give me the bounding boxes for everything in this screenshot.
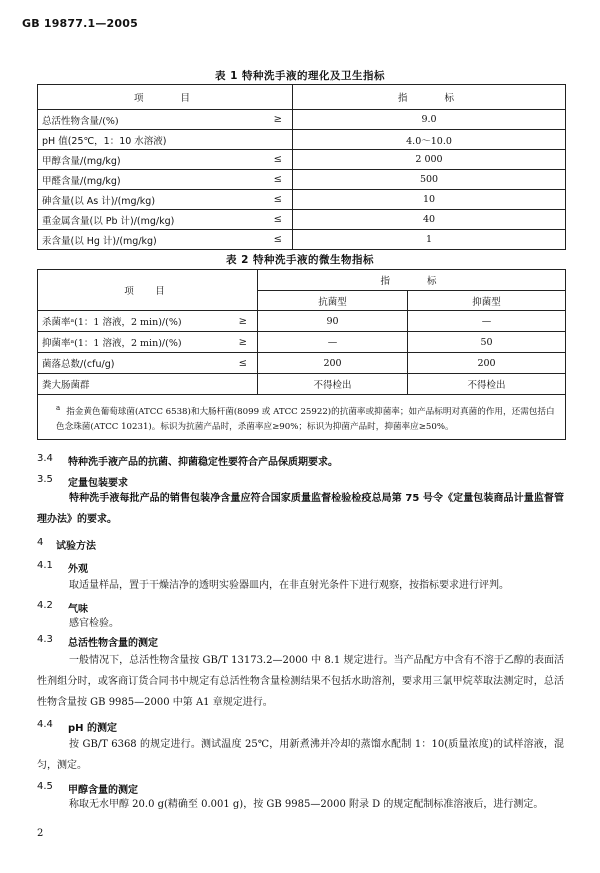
section-3-5-title: 定量包装要求: [68, 478, 128, 489]
row-item: 甲醇含量/(mg/kg): [38, 150, 248, 170]
table-row: [38, 230, 566, 250]
row-value: 40: [293, 210, 566, 230]
section-4-1-text: 取适量样品，置于干燥洁净的透明实验器皿内，在非直射光条件下进行观察，按指标要求进行评判。: [69, 580, 509, 591]
row-item: 砷含量(以 As 计)/(mg/kg): [38, 190, 248, 210]
table-row: [38, 110, 566, 130]
row-inhibit-value: 50: [408, 332, 566, 353]
section-4-4-text: 按 GB/T 6368 的规定进行。测试温度 25℃，用新煮沸并冷却的蒸馏水配制 1：10(质量浓度)的试样溶液，混匀，测定。: [37, 739, 564, 771]
table1: [37, 84, 566, 250]
row-anti-value: 200: [258, 353, 408, 374]
table-row: [38, 190, 566, 210]
table2-footnote: [38, 395, 566, 440]
section-4-2-number: 4.2: [37, 600, 53, 611]
table-row: [38, 374, 566, 395]
table-row: [38, 332, 566, 353]
section-4-5-title: 甲醇含量的测定: [68, 785, 138, 796]
row-value: 1: [293, 230, 566, 250]
section-4-1-number: 4.1: [37, 560, 53, 571]
row-inhibit-value: —: [408, 311, 566, 332]
table1-header-row: [38, 85, 566, 110]
section-4-4-number: 4.4: [37, 719, 53, 730]
row-value: 10: [293, 190, 566, 210]
section-4-5-number: 4.5: [37, 781, 53, 792]
row-value: 500: [293, 170, 566, 190]
row-comparator: ≥: [213, 332, 258, 353]
table2-header-inhibit: 抑菌型: [408, 291, 566, 311]
table2-header-row: [38, 270, 566, 291]
section-4-5-text: 称取无水甲醇 20.0 g(精确至 0.001 g)，按 GB 9985—2000 附录 D 的规定配制标准溶液后，进行测定。: [69, 799, 544, 810]
footnote-mark: a: [56, 404, 61, 412]
table2-header-item: 项 目: [38, 270, 258, 311]
row-item: 杀菌率ᵃ(1：1 溶液，2 min)/(%): [38, 311, 213, 332]
row-value: 2 000: [293, 150, 566, 170]
section-4-3-text: 一般情况下，总活性物含量按 GB/T 13173.2—2000 中 8.1 规定进行。当产品配方中含有不溶于乙醇的表面活性剂组分时，或客商订货合同书中规定有总活性物含量检测结果不包括水助溶剂，要求用三氯甲烷萃取法测定时，总活性物含量按 GB 9985—2000 中第 A1 章规定进行。: [37, 655, 564, 708]
section-3-4-text: 特种洗手液产品的抗菌、抑菌稳定性要符合产品保质期要求。: [68, 457, 338, 468]
row-comparator: ≤: [248, 170, 293, 190]
table-row: [38, 150, 566, 170]
section-4-3-number: 4.3: [37, 634, 53, 645]
row-item: 粪大肠菌群: [38, 374, 213, 395]
footnote-text: 指金黄色葡萄球菌(ATCC 6538)和大肠杆菌(8099 或 ATCC 25922)的抗菌率或抑菌率；如产品标明对真菌的作用，还需包括白色念珠菌(ATCC 10231)。标识为抗菌产品时，杀菌率应≥90%；标识为抑菌产品时，抑菌率应≥50%。: [56, 406, 555, 432]
section-4-4-title: pH 的测定: [68, 723, 118, 734]
row-item: 汞含量(以 Hg 计)/(mg/kg): [38, 230, 248, 250]
section-4-number: 4: [37, 537, 44, 548]
table2-header-index: 指 标: [258, 270, 566, 291]
row-anti-value: —: [258, 332, 408, 353]
row-comparator: ≤: [248, 150, 293, 170]
table-row: [38, 311, 566, 332]
table1-header-item: 项 目: [38, 85, 293, 110]
row-inhibit-value: 不得检出: [408, 374, 566, 395]
row-item: 甲醛含量/(mg/kg): [38, 170, 248, 190]
row-comparator: [213, 374, 258, 395]
row-comparator: [248, 130, 293, 150]
row-comparator: ≥: [213, 311, 258, 332]
row-inhibit-value: 200: [408, 353, 566, 374]
row-value: 4.0～10.0: [293, 130, 566, 150]
section-4-1-title: 外观: [68, 564, 88, 575]
table-row: [38, 210, 566, 230]
row-anti-value: 不得检出: [258, 374, 408, 395]
row-item: 重金属含量(以 Pb 计)/(mg/kg): [38, 210, 248, 230]
row-item: 抑菌率ᵃ(1：1 溶液，2 min)/(%): [38, 332, 213, 353]
row-comparator: ≤: [248, 210, 293, 230]
table2-header-anti: 抗菌型: [258, 291, 408, 311]
section-3-5-number: 3.5: [37, 474, 53, 485]
row-item: 总活性物含量/(%): [38, 110, 248, 130]
table2-title: 表 2 特种洗手液的微生物指标: [225, 254, 375, 266]
row-comparator: ≤: [213, 353, 258, 374]
section-4-2-title: 气味: [68, 604, 88, 615]
page-number: 2: [37, 828, 44, 839]
row-comparator: ≥: [248, 110, 293, 130]
row-anti-value: 90: [258, 311, 408, 332]
row-item: pH 值(25℃，1：10 水溶液): [38, 130, 248, 150]
section-4-2-text: 感官检验。: [69, 618, 119, 629]
section-4-title: 试验方法: [56, 541, 96, 552]
table1-header-index: 指 标: [293, 85, 566, 110]
table2: [37, 269, 566, 440]
table2-footnote-row: [38, 395, 566, 440]
row-comparator: ≤: [248, 190, 293, 210]
row-comparator: ≤: [248, 230, 293, 250]
row-value: 9.0: [293, 110, 566, 130]
table1-title: 表 1 特种洗手液的理化及卫生指标: [214, 70, 386, 82]
section-4-3-title: 总活性物含量的测定: [68, 638, 158, 649]
table-row: [38, 170, 566, 190]
table-row: [38, 353, 566, 374]
section-3-5-text: 特种洗手液每批产品的销售包装净含量应符合国家质量监督检验检疫总局第 75 号令《定量包装商品计量监督管理办法》的要求。: [37, 493, 564, 525]
row-item: 菌落总数/(cfu/g): [38, 353, 213, 374]
standard-number: GB 19877.1—2005: [22, 17, 138, 30]
section-3-4-number: 3.4: [37, 453, 53, 464]
table-row: [38, 130, 566, 150]
